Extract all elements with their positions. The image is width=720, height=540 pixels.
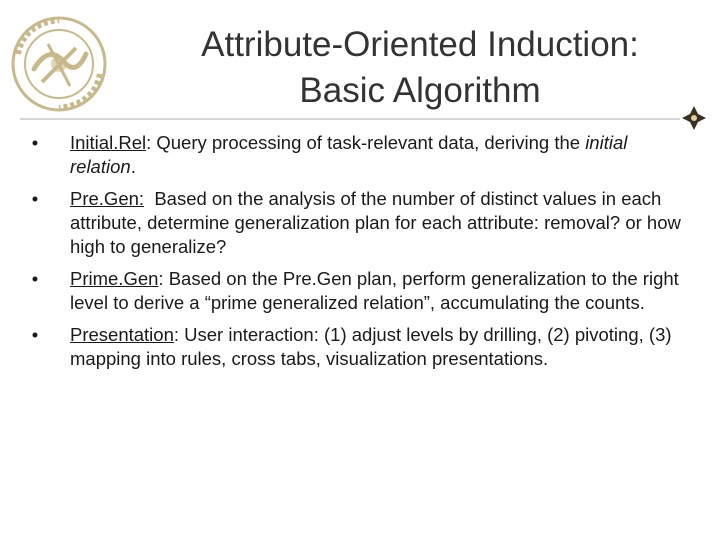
bullet-dot: • — [31, 188, 39, 209]
bullet-item-prime-gen — [28, 267, 688, 315]
initial-rel-link[interactable]: Initial.Rel — [70, 132, 147, 153]
bullet-text: Based on the analysis of the number of distinct values in each attribute, determine generalization plan for each attribute: removal? or how high to generalize? — [70, 188, 686, 257]
bullet-text: : Query processing of task-relevant data, deriving the — [146, 132, 586, 153]
pre-gen-link[interactable]: Pre.Gen: — [70, 188, 145, 209]
bullet-emphasis: initial relation — [70, 132, 628, 177]
bullet-dot: • — [31, 132, 39, 153]
title-line-2: Basic Algorithm — [299, 71, 541, 110]
bullet-dot: • — [31, 268, 39, 289]
title-divider — [20, 118, 680, 120]
prime-gen-link[interactable]: Prime.Gen — [70, 268, 159, 289]
bullet-dot: • — [31, 324, 39, 345]
bullet-text: : Based on the Pre.Gen plan, perform generalization to the right level to derive a “prime generalized relation”, accumulating the counts. — [70, 268, 679, 313]
university-seal-logo — [4, 14, 114, 114]
presentation-link[interactable]: Presentation — [70, 324, 174, 345]
bullet-item-pre-gen — [28, 187, 688, 259]
title-line-1: Attribute-Oriented Induction: — [201, 25, 639, 64]
bullet-item-presentation — [28, 323, 688, 371]
decorative-ornament-icon — [680, 104, 708, 132]
bullet-tail: . — [130, 156, 136, 177]
bullet-item-initial-rel — [28, 131, 688, 179]
slide-title — [120, 22, 720, 114]
bullet-list — [28, 131, 688, 379]
university-seal-icon — [4, 14, 114, 114]
bullet-text: : User interaction: (1) adjust levels by drilling, (2) pivoting, (3) mapping into rules, cross tabs, visualization presentations. — [70, 324, 672, 369]
